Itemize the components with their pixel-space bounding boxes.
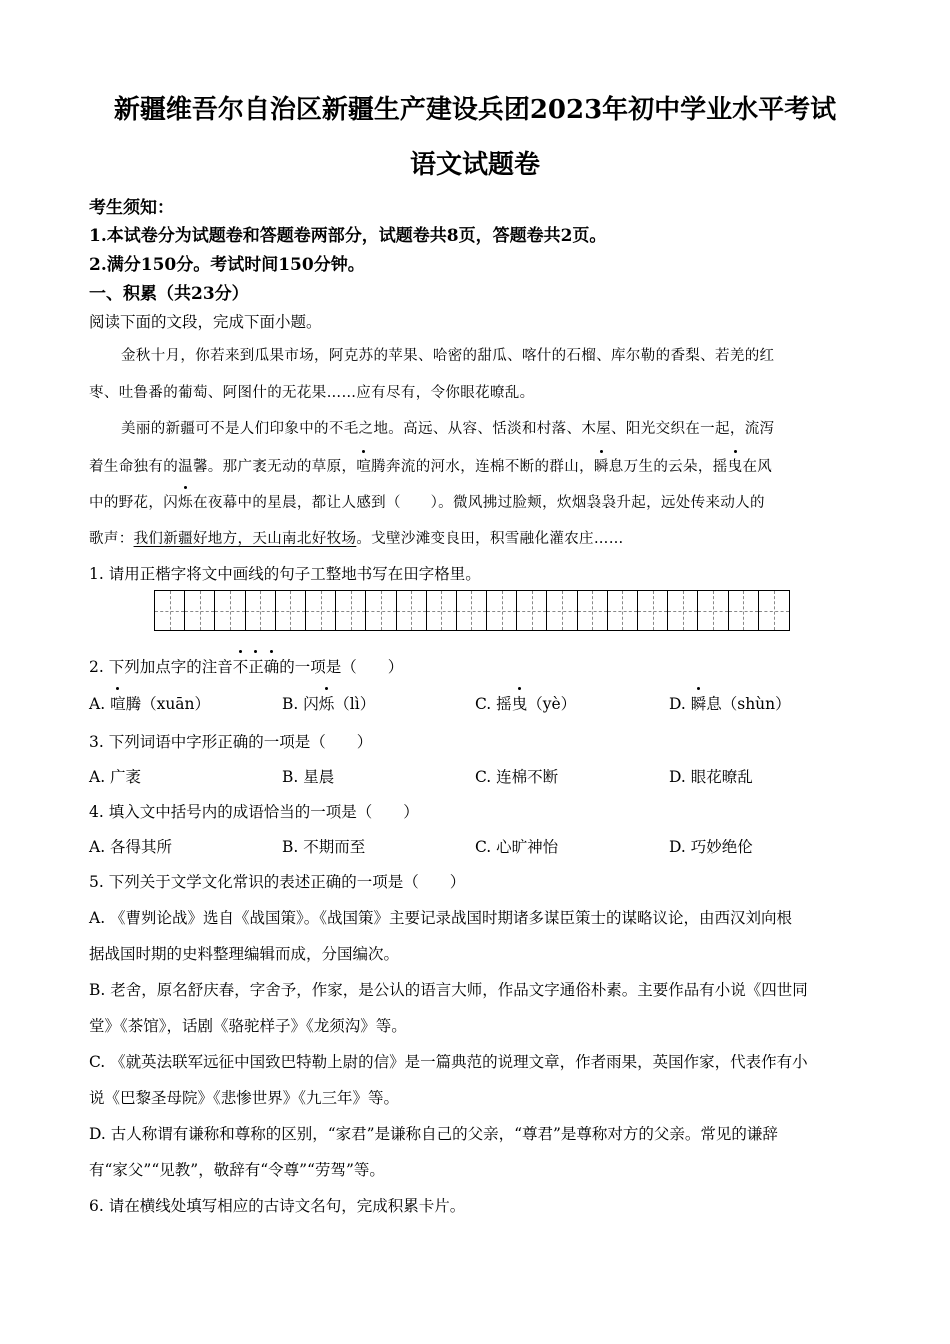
- dotted-character: 烁: [178, 491, 193, 512]
- tianzige-cell[interactable]: [517, 591, 547, 630]
- tianzige-cell[interactable]: [638, 591, 668, 630]
- notice-item: 2.满分150分。考试时间150分钟。: [89, 255, 365, 275]
- passage-text: 在风: [742, 459, 773, 475]
- tianzige-cell[interactable]: [608, 591, 638, 630]
- dotted-character: 喧: [356, 455, 371, 476]
- passage-text: 腾奔流的河水，连棉不断的群山，: [371, 459, 594, 475]
- option-b-cont: 堂》《茶馆》，话剧《骆驼样子》《龙须沟》等。: [89, 1017, 407, 1035]
- passage-text: 。戈壁沙滩变良田，积雪融化灌农庄……: [356, 531, 624, 547]
- dotted-character: 曳: [512, 692, 528, 714]
- option-a[interactable]: A. 广袤: [89, 768, 142, 786]
- exam-title: 新疆维吾尔自治区新疆生产建设兵团2023年初中学业水平考试: [113, 95, 837, 125]
- question-5: 5. 下列关于文学文化常识的表述正确的一项是（ ）: [89, 873, 466, 891]
- option-d[interactable]: D. 巧妙绝伦: [669, 838, 753, 856]
- tianzige-cell[interactable]: [155, 591, 185, 630]
- tianzige-cell[interactable]: [457, 591, 487, 630]
- option-c-cont: 说《巴黎圣母院》《悲惨世界》《九三年》等。: [89, 1089, 400, 1107]
- underlined-sentence: 我们新疆好地方，天山南北好牧场: [133, 531, 357, 547]
- option-a[interactable]: A. 喧腾（xuān）: [89, 692, 210, 714]
- tianzige-cell[interactable]: [698, 591, 728, 630]
- tianzige-cell[interactable]: [246, 591, 276, 630]
- question-text: 2. 下列加点字的注音: [89, 658, 233, 676]
- dotted-character: 正: [248, 655, 264, 677]
- dotted-character: 烁: [319, 692, 335, 714]
- tianzige-grid[interactable]: [154, 590, 790, 631]
- dotted-character: 不: [233, 655, 249, 677]
- option-d[interactable]: D. 瞬息（shùn）: [669, 692, 791, 714]
- question-4: 4. 填入文中括号内的成语恰当的一项是（ ）: [89, 803, 419, 821]
- question-1: 1. 请用正楷字将文中画线的句子工整地书写在田字格里。: [89, 565, 481, 583]
- notice-item: 1.本试卷分为试题卷和答题卷两部分，试题卷共8页，答题卷共2页。: [89, 226, 607, 246]
- passage-line: [89, 455, 772, 476]
- question-3: 3. 下列词语中字形正确的一项是（ ）: [89, 733, 373, 751]
- dotted-character: 曳: [728, 455, 743, 476]
- question-text: 的一项是（ ）: [279, 658, 404, 676]
- tianzige-cell[interactable]: [276, 591, 306, 630]
- exam-subtitle: 语文试题卷: [409, 150, 540, 180]
- option-b[interactable]: B. 闪烁（lì）: [282, 692, 375, 714]
- tianzige-cell[interactable]: [397, 591, 427, 630]
- tianzige-cell[interactable]: [547, 591, 577, 630]
- tianzige-cell[interactable]: [427, 591, 457, 630]
- tianzige-cell[interactable]: [306, 591, 336, 630]
- section-heading: 一、积累（共23分）: [89, 284, 249, 304]
- passage-text: 着生命独有的温馨。那广袤无动的草原，: [89, 459, 357, 475]
- question-6: 6. 请在横线处填写相应的古诗文名句，完成积累卡片。: [89, 1197, 466, 1215]
- passage-text: 在夜幕中的星晨，都让人感到（ ）。微风拂过脸颊，炊烟袅袅升起，远处传来动人的: [192, 495, 765, 511]
- option-b[interactable]: B. 不期而至: [282, 838, 366, 856]
- option-c[interactable]: C. 摇曳（yè）: [475, 692, 576, 714]
- dotted-character: 喧: [110, 692, 126, 714]
- tianzige-cell[interactable]: [578, 591, 608, 630]
- dotted-character: 瞬: [594, 455, 609, 476]
- tianzige-cell[interactable]: [487, 591, 517, 630]
- passage-line: [89, 527, 624, 548]
- dotted-character: 瞬: [691, 692, 707, 714]
- passage-line: 美丽的新疆可不是人们印象中的不毛之地。高远、从容、恬淡和村落、木屋、阳光交织在一起，流泻: [121, 421, 775, 437]
- passage-text: 息万生的云朵，摇: [608, 459, 728, 475]
- option-d[interactable]: D. 眼花暸乱: [669, 768, 753, 786]
- passage-line: 金秋十月，你若来到瓜果市场，阿克苏的苹果、哈密的甜瓜、喀什的石榴、库尔勒的香梨、若羌的红: [121, 348, 775, 364]
- option-c[interactable]: C. 《就英法联军远征中国致巴特勒上尉的信》是一篇典范的说理文章，作者雨果，英国作家，代表作有小: [89, 1053, 808, 1071]
- tianzige-cell[interactable]: [729, 591, 759, 630]
- option-b[interactable]: B. 老舍，原名舒庆春，字舍予，作家，是公认的语言大师，作品文字通俗朴素。主要作品有小说《四世同: [89, 981, 808, 999]
- option-a-cont: 据战国时期的史料整理编辑而成，分国编次。: [89, 945, 400, 963]
- passage-text: 歌声：: [89, 531, 134, 547]
- passage-text: 中的野花，闪: [89, 495, 179, 511]
- option-c[interactable]: C. 连棉不断: [475, 768, 559, 786]
- passage-line: 枣、吐鲁番的葡萄、阿图什的无花果……应有尽有，令你眼花暸乱。: [89, 385, 535, 401]
- option-d[interactable]: D. 古人称谓有谦称和尊称的区别，“家君”是谦称自己的父亲，“尊君”是尊称对方的父亲。常见的谦辞: [89, 1125, 778, 1143]
- option-d-cont: 有“家父”“见教”，敬辞有“令尊”“劳驾”等。: [89, 1161, 385, 1179]
- tianzige-cell[interactable]: [185, 591, 215, 630]
- passage-line: [89, 491, 765, 512]
- tianzige-cell[interactable]: [759, 591, 789, 630]
- tianzige-cell[interactable]: [336, 591, 366, 630]
- option-c[interactable]: C. 心旷神怡: [475, 838, 559, 856]
- tianzige-cell[interactable]: [668, 591, 698, 630]
- option-a[interactable]: A. 《曹刿论战》选自《战国策》。《战国策》主要记录战国时期诸多谋臣策士的谋略议论，由西汉刘向根: [89, 909, 793, 927]
- option-a[interactable]: A. 各得其所: [89, 838, 173, 856]
- question-2: [89, 655, 403, 677]
- notice-heading: 考生须知：: [89, 198, 174, 218]
- tianzige-cell[interactable]: [215, 591, 245, 630]
- dotted-character: 确: [264, 655, 280, 677]
- option-b[interactable]: B. 星晨: [282, 768, 335, 786]
- reading-instruction: 阅读下面的文段，完成下面小题。: [89, 313, 322, 331]
- tianzige-cell[interactable]: [366, 591, 396, 630]
